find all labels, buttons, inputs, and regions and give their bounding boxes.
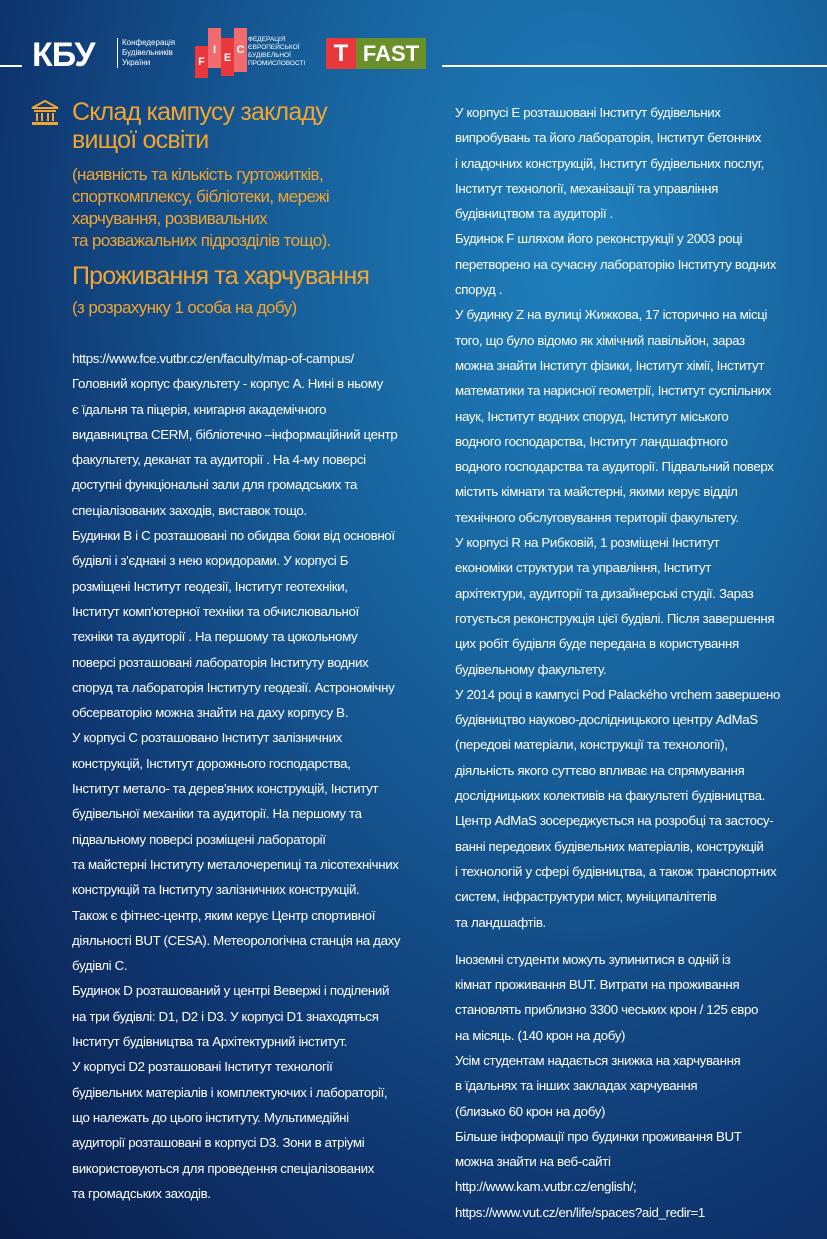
text-line: У будинку Z на вулиці Жижкова, 17 історично на місці — [455, 307, 768, 323]
kbu-logo: КБУ — [32, 36, 95, 74]
fiec-sub-line: БУДІВЕЛЬНОЇ — [248, 52, 291, 59]
text-line: Головний корпус факультету - корпус А. Нині в ньому — [72, 376, 383, 392]
text-line: можна знайти на веб-сайті — [455, 1154, 611, 1170]
section-subtitle — [72, 164, 331, 252]
text-line: на місяць. (140 крон на добу) — [455, 1027, 626, 1043]
text-line: Будинок F шляхом його реконструкції у 2003 році — [455, 231, 743, 247]
text-line: У 2014 році в кампусі Pod Palackého vrchem завершено — [455, 686, 781, 702]
subtitle-line: спорткомплексу, бібліотеки, мережі — [72, 187, 330, 206]
text-line: У корпусі C розташовано Інститут залізничних — [72, 730, 342, 746]
text-line: будівельної механіки та аудиторії. На першому та — [72, 806, 362, 822]
text-line: та громадських заходів. — [72, 1185, 211, 1201]
text-line: будівництво науково-дослідницького центру AdMaS — [455, 712, 758, 728]
text-line: систем, інфраструктури міст, муніципалітетів — [455, 889, 717, 905]
fast-logo — [326, 38, 426, 69]
text-line: У корпусі E розташовані Інститут будівельних — [455, 105, 721, 120]
accommodation-title: Проживання та харчування — [72, 262, 370, 290]
text-line: Інститут метало- та дерев'яних конструкцій, Інститут — [72, 781, 379, 797]
kbu-sub-line: Конфедерація — [122, 38, 176, 47]
text-line: розміщені Інститут геодезії, Інститут геотехніки, — [72, 578, 348, 594]
text-line: доступні функціональні зали для громадських та — [72, 477, 357, 493]
fiec-sub-line: ПРОМИСЛОВОСТІ — [248, 60, 306, 67]
text-line: та ландшафтів. — [455, 914, 546, 930]
accommodation-subtitle: (з розрахунку 1 особа на добу) — [72, 298, 297, 317]
fiec-sub-line: ФЕДЕРАЦІЯ — [248, 36, 286, 43]
text-line: дослідницьких колективів на факультеті будівництва. — [455, 788, 765, 804]
text-line: будівлі і з'єднані з нею коридорами. У корпусі Б — [72, 553, 349, 569]
title-line: Склад кампусу закладу — [72, 98, 327, 126]
text-line: обсерваторію можна знайти на даху корпусу B. — [72, 705, 349, 721]
fiec-letter: I — [208, 28, 221, 68]
text-line: діяльності BUT (CESA). Метеорологічна станція на даху — [72, 932, 401, 948]
text-line: архітектури, аудиторії та дизайнерські студії. Зараз — [455, 585, 754, 601]
text-line: перетворено на сучасну лабораторію Інституту водних — [455, 256, 776, 272]
text-line: і кладочних конструкцій, Інститут будівельних послуг, — [455, 155, 765, 171]
text-line: будівлі C. — [72, 958, 128, 974]
text-line: конструкцій та Інституту залізничних конструкцій. — [72, 882, 360, 898]
text-line: Інститут технології, механізації та управління — [455, 180, 719, 196]
fast-t-mark: T — [326, 38, 356, 69]
fiec-letter: E — [221, 38, 234, 76]
text-line: https://www.vut.cz/en/life/spaces?aid_redir=1 — [455, 1204, 705, 1220]
text-line: Будинок D розташований у центрі Вевержі і поділений — [72, 983, 390, 999]
text-line: діяльність якого суттєво впливає на спрямування — [455, 762, 745, 778]
text-line: водного господарства, Інститут ландшафтного — [455, 433, 728, 449]
text-line: наук, Інститут водних споруд, Інститут міського — [455, 408, 729, 424]
text-line: споруд та лабораторія Інституту геодезії. Астрономічну — [72, 679, 395, 695]
university-building-icon — [30, 100, 60, 126]
fast-wordmark: FAST — [356, 38, 426, 69]
text-line: видавництва CERM, бібліотечно –інформаційний центр — [72, 426, 398, 442]
text-line: ванні передових будівельних матеріалів, конструкцій — [455, 838, 764, 854]
text-line: аудиторії розташовані в корпусі D3. Зони в атріумі — [72, 1135, 365, 1151]
subtitle-line: (наявність та кількість гуртожитків, — [72, 165, 324, 184]
text-line: математики та нарисної геометрії, Інститут суспільних — [455, 383, 771, 399]
text-line: кімнат проживання BUT. Витрати на проживання — [455, 977, 740, 993]
section-title — [72, 98, 327, 154]
text-line: (близько 60 крон на добу) — [455, 1103, 606, 1119]
text-line: У корпусі R на Рибковій, 1 розміщені Інститут — [455, 535, 720, 551]
text-line: Інститут будівництва та Архітектурний інститут. — [72, 1034, 347, 1050]
text-line: використовуються для проведення спеціалізованих — [72, 1160, 375, 1176]
text-line: на три будівлі: D1, D2 і D3. У корпусі D1 знаходяться — [72, 1008, 379, 1024]
text-line: економіки структури та управління, Інститут — [455, 560, 711, 576]
right-column-text — [455, 100, 780, 1225]
text-line: становлять приблизно 3300 чеських крон / 125 євро — [455, 1002, 759, 1018]
text-line: (передові матеріали, конструкції та технології), — [455, 737, 728, 753]
fiec-logo-subtitle — [248, 36, 305, 68]
subtitle-line: харчування, розвивальних — [72, 209, 268, 228]
text-line: і технологій у сфері будівництва, а також транспортних — [455, 863, 777, 879]
paragraph-gap — [455, 935, 780, 947]
text-line: будівництвом та аудиторії . — [455, 206, 613, 222]
title-line: вищої освіти — [72, 126, 209, 154]
text-line: підвальному поверсі розміщені лабораторії — [72, 831, 326, 847]
text-line: Центр AdMaS зосереджується на розробці та застосу- — [455, 813, 774, 829]
fiec-letter: F — [195, 46, 208, 78]
text-line: що належать до цього інституту. Мультимедійні — [72, 1109, 349, 1125]
subtitle-line: та розважальних підрозділів тощо). — [72, 231, 331, 250]
text-line: споруд . — [455, 282, 503, 298]
text-line: https://www.fce.vutbr.cz/en/faculty/map-of-campus/ — [72, 351, 354, 366]
text-line: будівельних матеріалів і комплектуючих і лабораторії, — [72, 1084, 388, 1100]
text-line: У корпусі D2 розташовані Інститут технології — [72, 1059, 333, 1075]
fiec-sub-line: ЄВРОПЕЙСЬКОЇ — [248, 44, 300, 51]
text-line: технічного обслуговування території факультету. — [455, 509, 739, 525]
text-line: є їдальня та піцерія, книгарня академічного — [72, 401, 327, 417]
text-line: Також є фітнес-центр, яким керує Центр спортивної — [72, 907, 376, 923]
text-line: готується реконструкція цієї будівлі. Після завершення — [455, 610, 775, 626]
text-line: можна знайти Інститут фізики, Інститут хімії, Інститут — [455, 357, 765, 373]
text-line: Будинки B і C розташовані по обидва боки від основної — [72, 528, 395, 544]
text-line: Інститут комп'ютерної техніки та обчислювальної — [72, 603, 359, 619]
kbu-sub-line: України — [122, 58, 151, 67]
text-line: будівельному факультету. — [455, 661, 607, 677]
text-line: поверсі розташовані лабораторія Інституту водних — [72, 654, 369, 670]
text-line: в їдальнях та інших закладах харчування — [455, 1078, 698, 1094]
kbu-sub-line: Будівельників — [122, 48, 173, 57]
text-line: Усім студентам надається знижка на харчування — [455, 1052, 741, 1068]
text-line: техніки та аудиторії . На першому та цокольному — [72, 629, 358, 645]
text-line: Більше інформації про будинки проживання BUT — [455, 1128, 742, 1144]
text-line: спеціалізованих заходів, виставок тощо. — [72, 502, 307, 518]
left-column-text — [72, 346, 400, 1206]
text-line: та майстерні Інституту металочерепиці та лісотехнічних — [72, 856, 399, 872]
text-line: містить кімнати та майстерні, якими керує відділ — [455, 484, 738, 500]
text-line: випробувань та його лабораторія, Інститут бетонних — [455, 130, 762, 146]
text-line: цих робіт будівля буде передана в користування — [455, 636, 739, 652]
text-line: водного господарства та аудиторії. Підвальний поверх — [455, 459, 774, 475]
kbu-logo-subtitle — [117, 38, 175, 68]
fiec-letter: C — [234, 28, 247, 72]
header-rule-right — [442, 65, 827, 67]
text-line: http://www.kam.vutbr.cz/english/; — [455, 1179, 637, 1195]
text-line: Іноземні студенти можуть зупинитися в одній із — [455, 951, 731, 967]
text-line: конструкцій, Інститут дорожнього господарства, — [72, 755, 351, 771]
text-line: факультету, деканат та аудиторії . На 4-му поверсі — [72, 452, 366, 468]
text-line: того, що було відомо як хімічний павільйон, зараз — [455, 332, 745, 348]
header-rule-left — [0, 65, 22, 67]
